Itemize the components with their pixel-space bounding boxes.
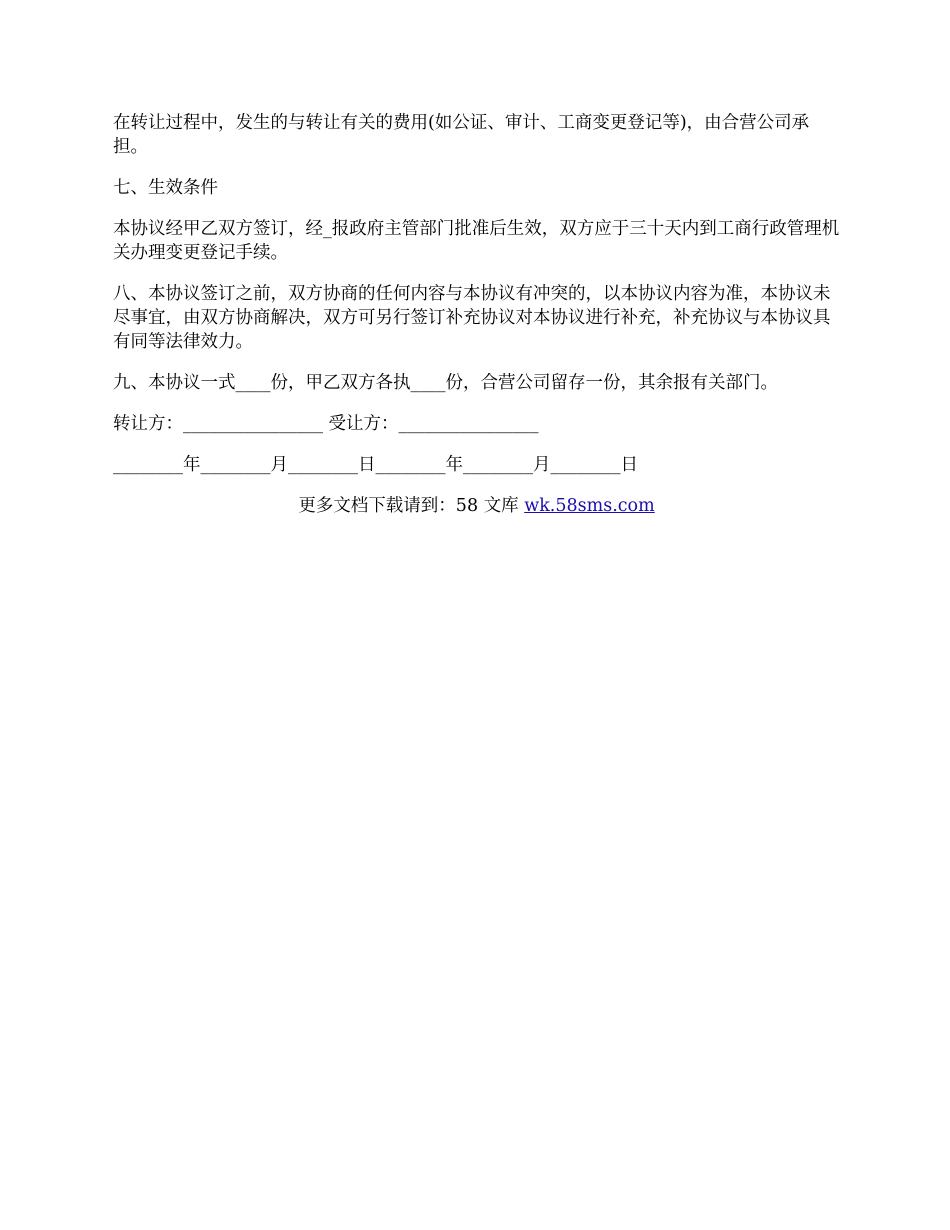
paragraph-effective-conditions: 本协议经甲乙双方签订，经_报政府主管部门批准后生效，双方应于三十天内到工商行政管理机关办理变更登记手续。 bbox=[113, 219, 840, 263]
download-footer bbox=[113, 494, 840, 518]
paragraph-copies-clause: 九、本协议一式____份，甲乙双方各执____份，合营公司留存一份，其余报有关部门。 bbox=[113, 373, 778, 393]
paragraph-fees: 在转让过程中，发生的与转让有关的费用(如公证、审计、工商变更登记等)，由合营公司承担。 bbox=[113, 113, 810, 157]
date-line: ________年________月________日________年________月________日 bbox=[113, 455, 638, 475]
signature-line: 转让方：________________ 受让方：________________ bbox=[113, 414, 539, 434]
paragraph-conflict-clause: 八、本协议签订之前，双方协商的任何内容与本协议有冲突的，以本协议内容为准，本协议未尽事宜，由双方协商解决，双方可另行签订补充协议对本协议进行补充，补充协议与本协议具有同等法律效力。 bbox=[113, 284, 831, 352]
footer-link[interactable]: wk.58sms.com bbox=[524, 496, 655, 516]
section-heading-effective-conditions: 七、生效条件 bbox=[113, 178, 218, 198]
document-body bbox=[113, 111, 840, 518]
footer-prefix: 更多文档下载请到：58 文库 bbox=[298, 496, 525, 516]
